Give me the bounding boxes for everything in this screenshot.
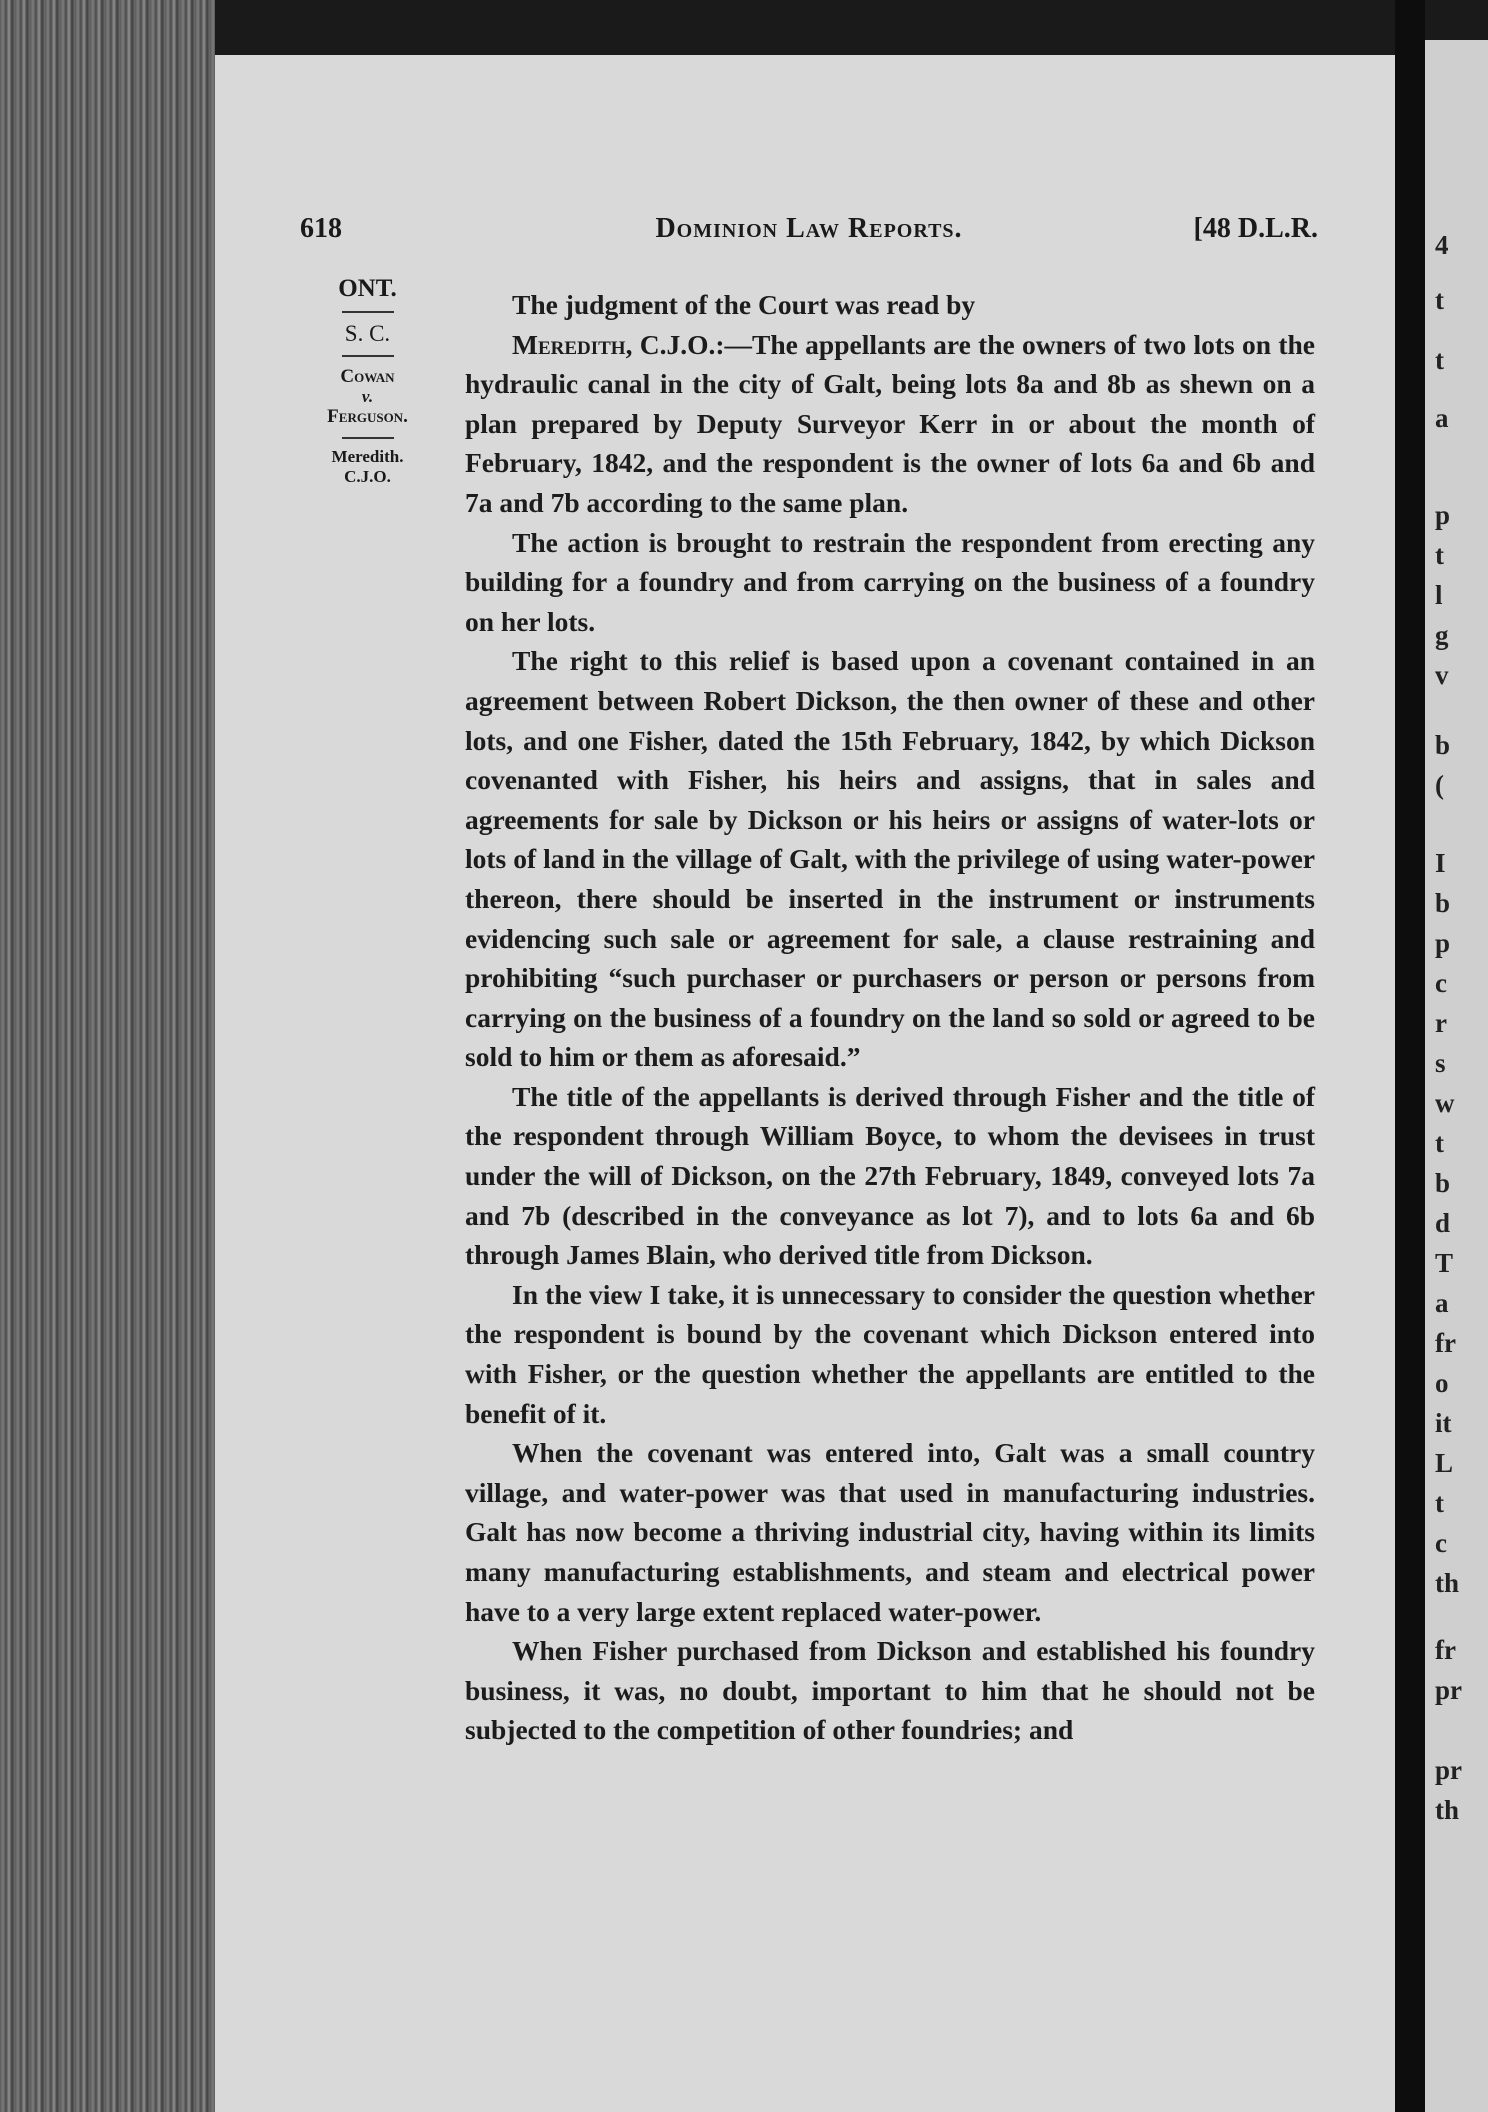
- adjacent-page-fragment: o: [1435, 1368, 1449, 1398]
- adjacent-page-fragment: w: [1435, 1088, 1455, 1118]
- margin-case-party-2: Ferguson.: [327, 406, 408, 427]
- paragraph-1-text: —The appellants are the owners of two lots on the hydraulic canal in the city of Galt, being lots 8a and 8b as shewn on a plan prepared by Deputy Surveyor Kerr in or about the month of February, 1842, and the respondent is the owner of lots 6a and 6b and 7a and 7b according to the same plan.: [465, 328, 1316, 518]
- adjacent-page-fragment: v: [1435, 660, 1449, 690]
- intro-paragraph: The judgment of the Court was read by: [512, 289, 976, 320]
- margin-divider: [342, 355, 394, 357]
- adjacent-page-fragment: fr: [1435, 1635, 1456, 1665]
- volume-reference: [48 D.L.R.: [1193, 213, 1318, 244]
- judgment-text: [465, 285, 1315, 1750]
- margin-judge-line-2: C.J.O.: [344, 467, 391, 486]
- margin-case-versus: v.: [361, 387, 374, 406]
- paragraph-2: The action is brought to restrain the respondent from erecting any building for a foundry and from carrying on the business of a foundry on her lots.: [465, 526, 1315, 637]
- adjacent-page-fragment: th: [1435, 1795, 1460, 1825]
- adjacent-page-fragment: a: [1435, 1288, 1449, 1318]
- adjacent-page-fragment: c: [1435, 968, 1447, 998]
- page-number: 618: [300, 213, 342, 244]
- adjacent-page-fragment: 4: [1435, 230, 1449, 260]
- running-header: [300, 213, 1318, 253]
- adjacent-page-fragment: r: [1435, 1008, 1447, 1038]
- adjacent-page-fragment: (: [1435, 770, 1444, 800]
- book-spine: [0, 0, 215, 2112]
- adjacent-page-fragment: t: [1435, 540, 1444, 570]
- paragraph-5: In the view I take, it is unnecessary to consider the question whether the respondent is bound by the covenant which Dickson entered into with Fisher, or the question whether the appellants are entitled to the benefit of it.: [465, 1278, 1315, 1429]
- adjacent-page-fragment: t: [1435, 1488, 1444, 1518]
- margin-notes: [310, 275, 425, 487]
- margin-divider: [342, 311, 394, 313]
- adjacent-page-fragment: T: [1435, 1248, 1454, 1278]
- paragraph-7: When Fisher purchased from Dickson and established his foundry business, it was, no doubt, important to him that he should not be subjected to the competition of other foundries; and: [465, 1635, 1315, 1746]
- adjacent-page-fragment: fr: [1435, 1328, 1456, 1358]
- adjacent-page-fragment: t: [1435, 1128, 1444, 1158]
- page-gutter: [1395, 0, 1425, 2112]
- adjacent-page-fragment: pr: [1435, 1675, 1462, 1705]
- adjacent-page-fragment: t: [1435, 345, 1444, 375]
- adjacent-page-fragment: b: [1435, 730, 1451, 760]
- adjacent-page-fragment: b: [1435, 1168, 1451, 1198]
- judge-name: Meredith, C.J.O.:: [512, 328, 725, 360]
- adjacent-page-fragment: d: [1435, 1208, 1451, 1238]
- margin-divider: [342, 437, 394, 439]
- adjacent-page-fragment: pr: [1435, 1755, 1462, 1785]
- adjacent-page-fragment: th: [1435, 1568, 1460, 1598]
- adjacent-page-fragment: t: [1435, 285, 1444, 315]
- paragraph-3: The right to this relief is based upon a covenant contained in an agreement between Robert Dickson, the then owner of these and other lots, and one Fisher, dated the 15th February, 1842, by which Dickson covenanted with Fisher, his heirs and assigns, that in sales and agreements for sale by Dickson or his heirs or assigns of water-lots or lots of land in the village of Galt, with the privilege of using water-power thereon, there should be inserted in the instrument or instruments evidencing such sale or agreement for sale, a clause restraining and prohibiting “such purchaser or purchasers or person or persons from carrying on the business of a foundry on the land so sold or agreed to be sold to him or them as aforesaid.”: [465, 645, 1315, 1073]
- margin-judge-line-1: Meredith.: [331, 447, 404, 466]
- adjacent-page-fragment: p: [1435, 928, 1451, 958]
- adjacent-page-fragment: L: [1435, 1448, 1454, 1478]
- paragraph-1: [465, 325, 1315, 523]
- margin-case-party-1: Cowan: [340, 366, 395, 387]
- adjacent-page-fragment: it: [1435, 1408, 1452, 1438]
- paragraph-6: When the covenant was entered into, Galt was a small country village, and water-power was that used in manufacturing industries. Galt has now become a thriving industrial city, having within its limits many manufacturing establishments, and steam and electrical power have to a very large extent replaced water-power.: [465, 1437, 1315, 1627]
- adjacent-page-fragment: I: [1435, 848, 1446, 878]
- margin-court: S. C.: [344, 321, 391, 346]
- adjacent-page-fragment: p: [1435, 500, 1451, 530]
- margin-province: ONT.: [338, 275, 397, 302]
- adjacent-page-fragment: g: [1435, 620, 1449, 650]
- running-title: Dominion Law Reports.: [655, 213, 963, 244]
- adjacent-page-fragment: b: [1435, 888, 1451, 918]
- adjacent-page-fragment: s: [1435, 1048, 1446, 1078]
- adjacent-page-fragment: c: [1435, 1528, 1447, 1558]
- adjacent-page-fragment: l: [1435, 580, 1443, 610]
- paragraph-4: The title of the appellants is derived through Fisher and the title of the respondent through William Boyce, to whom the devisees in trust under the will of Dickson, on the 27th February, 1849, conveyed lots 7a and 7b (described in the conveyance as lot 7), and to lots 6a and 6b through James Blain, who derived title from Dickson.: [465, 1080, 1315, 1271]
- adjacent-page-fragment: a: [1435, 403, 1449, 433]
- adjacent-page-edge: [1425, 40, 1488, 2112]
